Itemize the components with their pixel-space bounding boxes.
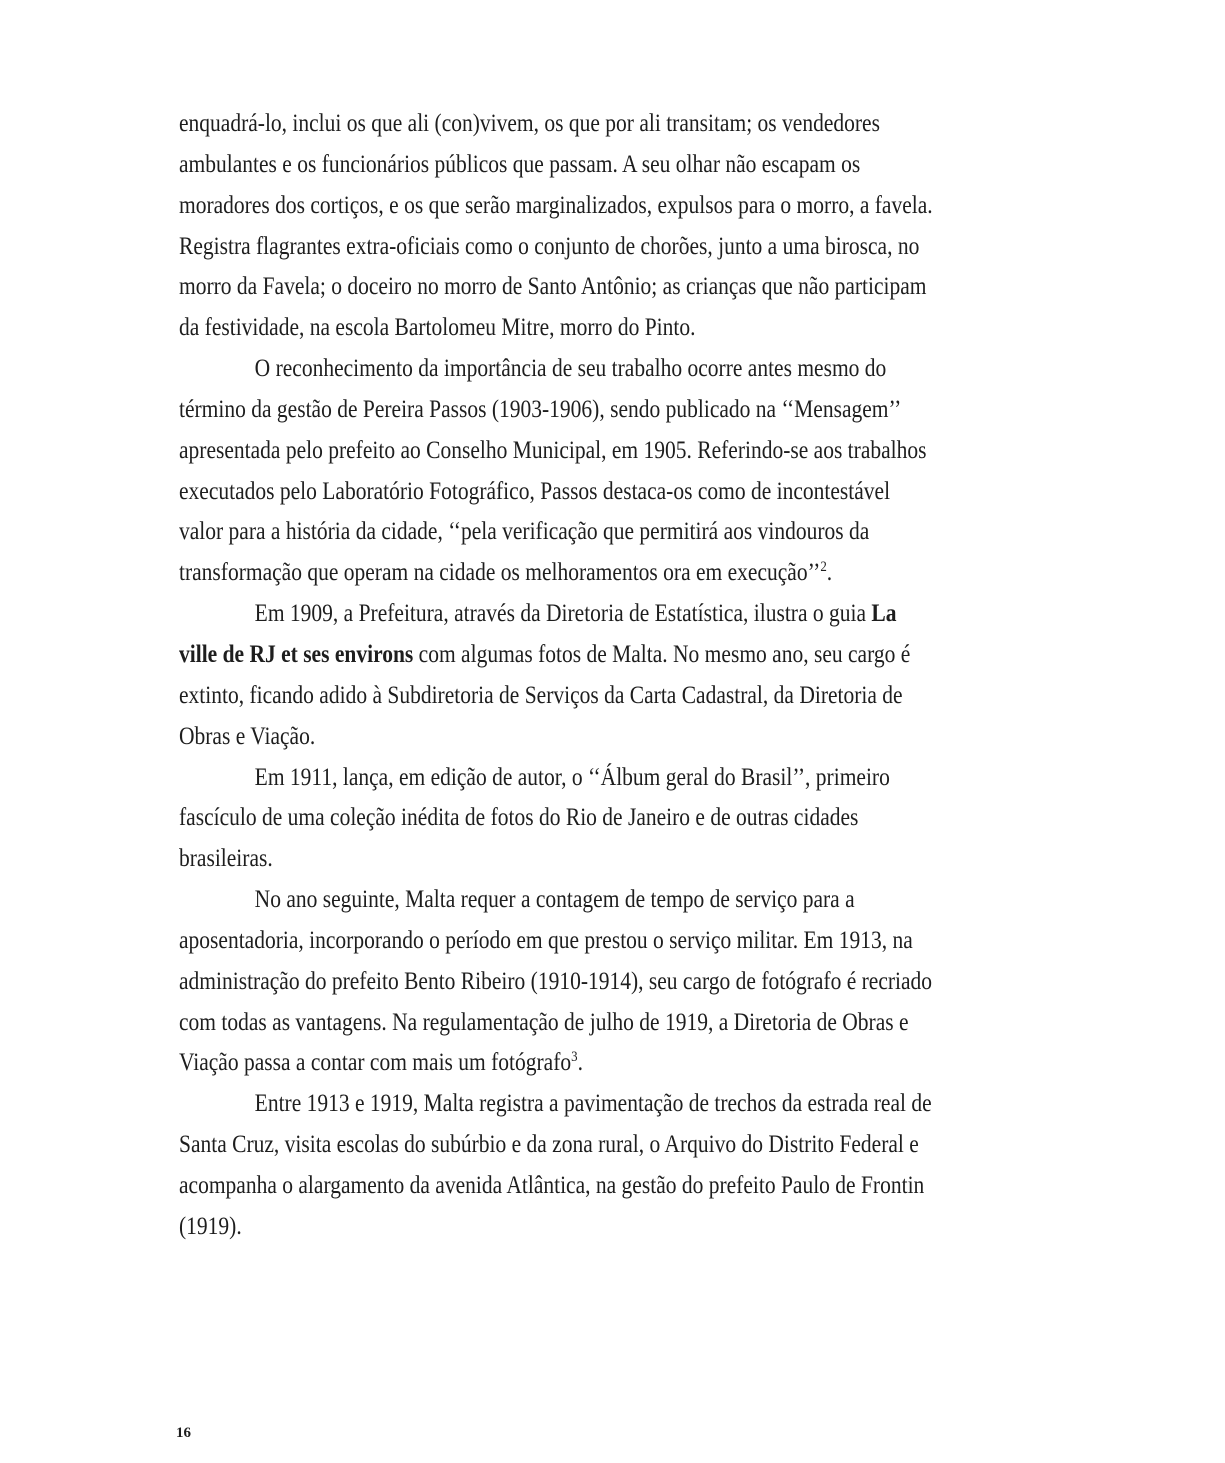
- paragraph-5-end: .: [577, 1049, 583, 1077]
- paragraph-6-text: Entre 1913 e 1919, Malta registra a pavimentação de trechos da estrada real de Santa Cruz, visita escolas do subúrbio e da zona rural, o Arquivo do Distrito Federal e acompanha o alargamento da avenida Atlântica, na gestão do prefeito Paulo de Frontin (1919).: [179, 1090, 932, 1240]
- footnote-ref-3: 3: [571, 1049, 578, 1066]
- paragraph-5-text: No ano seguinte, Malta requer a contagem de tempo de serviço para a aposentadoria, incorporando o período em que prestou o serviço militar. Em 1913, na administração do prefeito Bento Ribeiro (1910-1914), seu cargo de fotógrafo é recriado com todas as vantagens. Na regulamentação de julho de 1919, a Diretoria de Obras e Viação passa a contar com mais um fotógrafo: [179, 886, 933, 1077]
- paragraph-5: [179, 880, 939, 1084]
- body-text: [179, 104, 939, 1248]
- paragraph-2: [179, 349, 939, 594]
- paragraph-2-text: O reconhecimento da importância de seu trabalho ocorre antes mesmo do término da gestão de Pereira Passos (1903-1906), sendo publicado na ‘‘Mensagem’’ apresentada pelo prefeito ao Conselho Municipal, em 1905. Referindo-se aos trabalhos executados pelo Laboratório Fotográfico, Passos destaca-os como de incontestável valor para a história da cidade, ‘‘pela verificação que permitirá aos vindouros da transformação que operam na cidade os melhoramentos ora em execução’’: [179, 355, 927, 587]
- paragraph-3: [179, 594, 939, 757]
- guide-title: La ville de RJ et ses environs: [179, 600, 897, 668]
- paragraph-3-text-a: Em 1909, a Prefeitura, através da Diretoria de Estatística, ilustra o guia: [254, 600, 872, 628]
- page-number: 16: [176, 1425, 191, 1441]
- paragraph-1: [179, 104, 939, 349]
- paragraph-6: [179, 1084, 939, 1247]
- paragraph-4-text: Em 1911, lança, em edição de autor, o ‘‘Álbum geral do Brasil’’, primeiro fascículo de uma coleção inédita de fotos do Rio de Janeiro e de outras cidades brasileiras.: [179, 763, 890, 873]
- paragraph-4: [179, 758, 939, 881]
- paragraph-1-text: enquadrá-lo, inclui os que ali (con)vivem, os que por ali transitam; os vendedores ambulantes e os funcionários públicos que passam. A seu olhar não escapam os moradores dos cortiços, e os que serão marginalizados, expulsos para o morro, a favela. Registra flagrantes extra-oficiais como o conjunto de chorões, junto a uma birosca, no morro da Favela; o doceiro no morro de Santo Antônio; as crianças que não participam da festividade, na escola Bartolomeu Mitre, morro do Pinto.: [179, 110, 933, 342]
- paragraph-3-text-b: com algumas fotos de Malta. No mesmo ano, seu cargo é extinto, ficando adido à Subdiretoria de Serviços da Carta Cadastral, da Diretoria de Obras e Viação.: [179, 640, 911, 750]
- paragraph-2-end: .: [826, 559, 833, 587]
- footnote-ref-2: 2: [820, 559, 827, 576]
